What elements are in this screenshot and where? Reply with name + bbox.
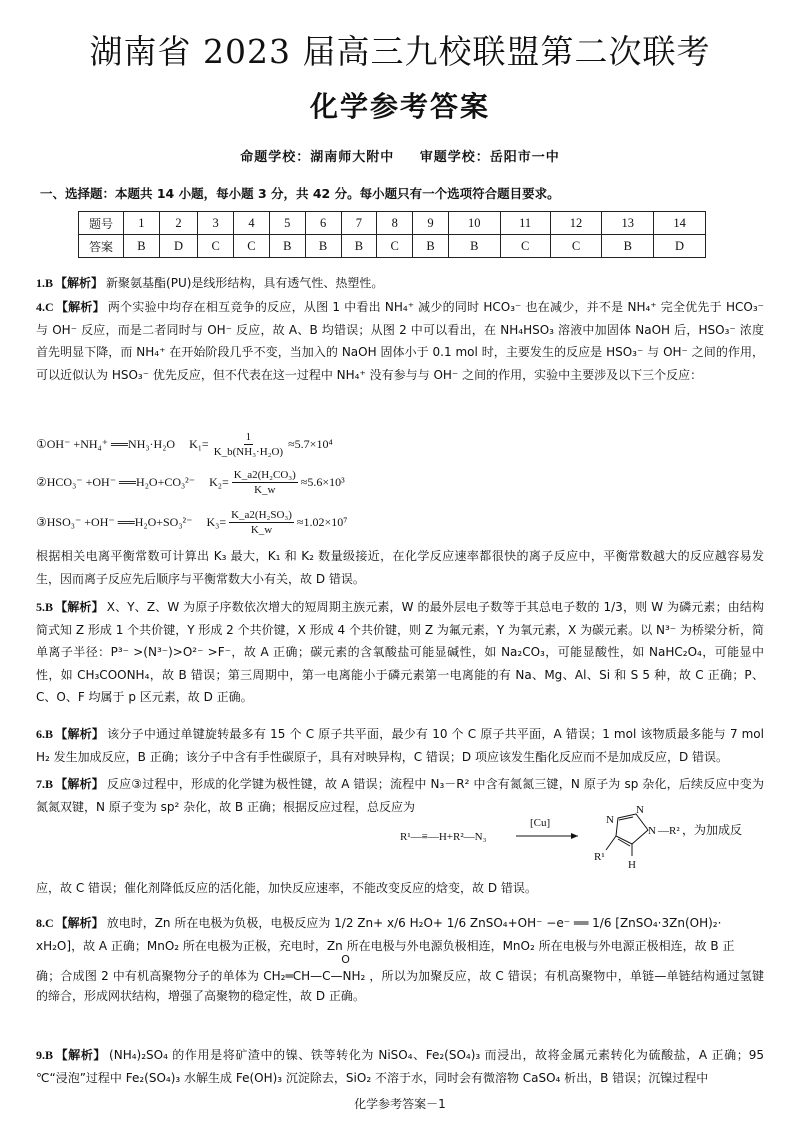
item-number: 8.C: [36, 916, 54, 930]
answer-cell: B: [305, 235, 341, 258]
answer-cell: B: [341, 235, 377, 258]
k-value: ≈5.6×10³: [300, 474, 345, 489]
k-fraction: [229, 508, 294, 537]
answer-cell: C: [550, 235, 602, 258]
fraction-numerator: K_a2(H₂SO₃): [231, 508, 292, 521]
reaction-arrow-head: [571, 833, 578, 839]
reaction-after-text: ，为加成反: [682, 823, 743, 837]
k-symbol: K₃=: [206, 514, 227, 529]
page-title: 湖南省 2023 届高三九校联盟第二次联考: [89, 32, 711, 71]
reaction-3: [36, 502, 347, 542]
answer-cell: C: [234, 235, 270, 258]
electrode-eq-part: 1/6 [ZnSO₄·3Zn(OH)₂·: [592, 916, 722, 930]
item-text: 两个实验中均存在相互竞争的反应，从图 1 中看出 NH₄⁺ 减少的同时 HCO₃⁻ 也在减少，并不是 NH₄⁺ 完全优先于 HCO₃⁻ 与 OH⁻ 反应，而是二者同时与 OH⁻ 反应，故 A、B 均错误；从图 2 中可以看出，在 NH₄HSO₃ 溶液中加固体 NaOH 后，HSO₃⁻ 浓度首先明显下降，而 NH₄⁺ 在开始阶段几乎不变，当加入的 NaOH 固体小于 0.1 mol 时，主要发生的反应是 HSO₃⁻ 与 OH⁻ 之间的作用，可以近似认为 HSO₃⁻ 优先反应，但不代表在这一过程中 NH₄⁺ 没有参与与 OH⁻ 之间的作用，实验中主要涉及以下三个反应：: [36, 300, 764, 382]
ring-substituent-r2: —R²: [658, 825, 680, 837]
item-7-tail-text: 应，故 C 错误；催化剂降低反应的活化能，加快反应速率，不能改变反应的焓变，故 D 错误。: [36, 881, 537, 895]
question-number: 10: [448, 212, 500, 235]
analysis-label: 【解析】: [55, 727, 105, 741]
item-number: 7.B: [36, 777, 54, 791]
answer-table-answer-row: [79, 235, 706, 258]
explanation-item-5: [36, 596, 764, 709]
answer-table-number-row: [79, 212, 706, 235]
analysis-label: 【解析】: [55, 916, 104, 930]
setter-school: 命题学校：湖南师大附中: [240, 150, 395, 165]
answer-cell: B: [124, 235, 160, 258]
reaction-equation: ③HSO₃⁻ +OH⁻ ══H₂O+SO₃²⁻: [36, 514, 193, 529]
item-number: 4.C: [36, 300, 54, 314]
monomer-formula: [263, 953, 366, 986]
explanation-item-8: [36, 912, 764, 957]
item-text: 该分子中通过单键旋转最多有 15 个 C 原子共平面，最少有 10 个 C 原子共平面，A 错误；1 mol 该物质最多能与 7 mol H₂ 发生加成反应，B 正确；该分子中含有手性碳原子，具有对映异构，C 错误；D 项应该发生酯化反应而不是加成反应，D 错误。: [36, 727, 764, 764]
electrode-eq-part: x/6 H₂O+: [387, 916, 443, 930]
question-number: 8: [377, 212, 413, 235]
conclusion-text: 根据相关电离平衡常数可计算出 K₃ 最大，K₁ 和 K₂ 数量级接近，在化学反应速率都很快的离子反应中，平衡常数越大的反应越容易发生，因而离子反应先后顺序与平衡常数大小有关，故 D 错误。: [36, 549, 764, 586]
k-fraction: [232, 468, 298, 497]
explanation-item-9: [36, 1044, 764, 1089]
item-8-monomer: [36, 953, 764, 1006]
monomer-oxygen: O: [341, 953, 350, 966]
item-4-conclusion: [36, 545, 764, 590]
analysis-label: 【解析】: [55, 600, 104, 614]
ring-nitrogen-2: N: [636, 804, 644, 816]
k-symbol: K₂=: [209, 474, 229, 489]
answer-cell: D: [159, 235, 197, 258]
click-reaction-diagram: [400, 804, 743, 876]
monomer-text: CH₂═CH—C—NH₂: [263, 969, 366, 983]
item-text: (NH₄)₂SO₄ 的作用是将矿渣中的镍、铁等转化为 NiSO₄、Fe₂(SO₄)₃ 而浸出，故将金属元素转化为硫酸盐，A 正确；95 ℃“浸泡”过程中 Fe₂(SO₄)₃ 水解生成 Fe(OH)₃ 沉淀除去，SiO₂ 不溶于水，同时会有微溶物 CaSO₄ 析出，B 错误；沉镍过程中: [36, 1048, 764, 1085]
reactants-text: R¹—≡—H+R²—N₃: [400, 831, 487, 843]
k-symbol: K₁=: [189, 436, 209, 451]
answer-cell: B: [602, 235, 654, 258]
fraction-numerator: K_a2(H₂CO₃): [233, 468, 296, 481]
row-label-number: 题号: [79, 212, 124, 235]
ring-nitrogen-1: N: [606, 814, 614, 826]
r1-bond: [606, 836, 616, 850]
reviewer-school: 审题学校：岳阳市一中: [419, 150, 560, 165]
section-heading: 一、选择题：本题共 14 小题，每小题 3 分，共 42 分。每小题只有一个选项符合题目要求。: [40, 186, 560, 201]
item-text: 反应③过程中，形成的化学键为极性键，故 A 错误；流程中 N₃－R² 中含有氮氮三键，N 原子为 sp 杂化，后续反应中变为氮氮双键，N 原子变为 sp² 杂化，故 B 正确；根据反应过程，总反应为: [36, 777, 764, 814]
ring-hydrogen: H: [628, 859, 636, 871]
item-7-tail: [36, 877, 764, 900]
page-footer: 化学参考答案－1: [354, 1097, 446, 1111]
answer-cell: B: [413, 235, 449, 258]
k-value: ≈5.7×10⁴: [288, 436, 333, 451]
reaction-equation: ①OH⁻ +NH₄⁺ ══NH₃·H₂O: [36, 436, 176, 451]
electrode-eq-part: 1/2 Zn+: [334, 916, 384, 930]
analysis-label: 【解析】: [55, 777, 104, 791]
analysis-label: 【解析】: [55, 1048, 107, 1062]
item-number: 5.B: [36, 600, 54, 614]
explanation-item-4: [36, 296, 764, 386]
question-number: 9: [413, 212, 449, 235]
question-number: 13: [602, 212, 654, 235]
catalyst-text: [Cu]: [530, 817, 551, 829]
answer-cell: B: [448, 235, 500, 258]
question-number: 7: [341, 212, 377, 235]
item-number: 6.B: [36, 727, 54, 741]
answer-cell: C: [377, 235, 413, 258]
question-number: 5: [269, 212, 305, 235]
question-number: 6: [305, 212, 341, 235]
item-number: 1.B: [36, 276, 54, 290]
item-text: 新聚氨基酯(PU)是线形结构，具有透气性、热塑性。: [106, 276, 384, 290]
page-subtitle: 化学参考答案: [309, 90, 490, 123]
fraction-denominator: K_w: [250, 523, 273, 536]
answer-table: [78, 211, 706, 258]
item-8-line-3-pre: 确；合成图 2 中有机高聚物分子的单体为: [36, 969, 260, 983]
school-info: [0, 146, 800, 165]
item-text: X、Y、Z、W 为原子序数依次增大的短周期主族元素，W 的最外层电子数等于其总电子数的 1/3，则 W 为磷元素；由结构简式知 Z 形成 1 个共价键，Y 形成 2 个共价键，X 形成 4 个共价键，则 Z 为氟元素，Y 为氧元素，X 为碳元素。以 N³⁻ 为桥梁分析，简单离子半径：P³⁻ >(N³⁻)>O²⁻ >F⁻，故 A 正确；碳元素的含氧酸盐可能显碱性，如 Na₂CO₃，可能显酸性，如 NaHC₂O₄，可能显中性，如 CH₃COONH₄，故 B 错误；第三周期中，第一电离能小于磷元素第一电离能的有 Na、Mg、Al、Si 和 S 5 种，故 C 正确；P、C、O、F 均属于 p 区元素，故 D 正确。: [36, 600, 764, 704]
question-number: 11: [500, 212, 550, 235]
answer-cell: C: [500, 235, 550, 258]
analysis-label: 【解析】: [55, 276, 104, 290]
electrode-eq-part: 1/6 ZnSO₄+OH⁻ −e⁻ ══: [446, 916, 589, 930]
reaction-equation: ②HCO₃⁻ +OH⁻ ══H₂O+CO₃²⁻: [36, 474, 196, 489]
item-text: 放电时，Zn 所在电极为负极，电极反应为: [106, 916, 331, 930]
item-number: 9.B: [36, 1048, 54, 1062]
question-number: 1: [124, 212, 160, 235]
item-8-line-3-post: ，所以为加聚反应，故 C 错误；有机高聚物中，单链—单链结构通过氢键的缔合，形成网状结构，增强了高聚物的稳定性，故 D 正确。: [36, 969, 764, 1003]
row-label-answer: 答案: [79, 235, 124, 258]
explanation-item-6: [36, 723, 764, 768]
ring-nitrogen-3: N: [648, 825, 656, 837]
question-number: 14: [654, 212, 706, 235]
reaction-1: [36, 424, 333, 464]
answer-cell: B: [269, 235, 305, 258]
ring-substituent-r1: R¹: [594, 851, 605, 863]
fraction-denominator: K_w: [254, 483, 276, 496]
explanation-item-1: [36, 272, 764, 295]
question-number: 4: [234, 212, 270, 235]
analysis-label: 【解析】: [55, 300, 105, 314]
k-fraction: [212, 430, 285, 459]
item-8-line-2: xH₂O]，故 A 正确；MnO₂ 所在电极为正极，充电时，Zn 所在电极与外电源负极相连，MnO₂ 所在电极与外电源正极相连，故 B 正: [36, 938, 735, 953]
question-number: 12: [550, 212, 602, 235]
question-number: 2: [159, 212, 197, 235]
triazole-ring: [616, 814, 648, 844]
reaction-2: [36, 462, 345, 502]
answer-cell: D: [654, 235, 706, 258]
fraction-denominator: K_b(NH₃·H₂O): [213, 445, 284, 458]
k-value: ≈1.02×10⁷: [296, 514, 348, 529]
fraction-numerator: 1: [245, 430, 252, 443]
answer-cell: C: [198, 235, 234, 258]
question-number: 3: [198, 212, 234, 235]
